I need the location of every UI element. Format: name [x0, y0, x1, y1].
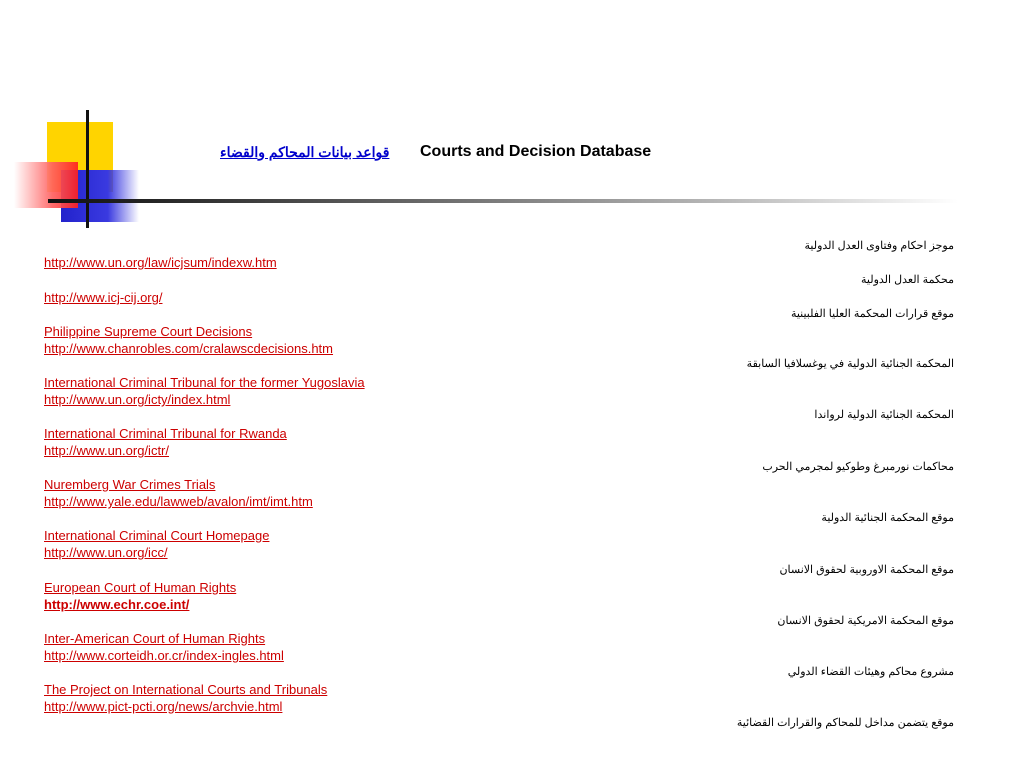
link-icjsum-url[interactable]: http://www.un.org/law/icjsum/indexw.htm [44, 255, 277, 270]
link-icj-url[interactable]: http://www.icj-cij.org/ [44, 290, 163, 305]
page-title: Courts and Decision Database [420, 143, 652, 160]
link-nuremberg-title[interactable]: Nuremberg War Crimes Trials [44, 477, 216, 492]
arabic-title-link[interactable]: قواعد بيانات المحاكم والقضاء [220, 144, 390, 160]
link-echr-title[interactable]: European Court of Human Rights [44, 580, 237, 595]
link-ictr-title[interactable]: International Criminal Tribunal for Rwanda [44, 426, 287, 441]
link-iachr-title[interactable]: Inter-American Court of Human Rights [44, 631, 266, 646]
link-icty-title[interactable]: International Criminal Tribunal for the former Yugoslavia [44, 375, 365, 390]
link-icty-url[interactable]: http://www.un.org/icty/index.html [44, 392, 231, 407]
arabic-label-echr: موقع المحكمة الاوروبية لحقوق الانسان [779, 564, 954, 576]
arabic-label-nuremberg: محاكمات نورمبرغ وطوكيو لمجرمي الحرب [762, 461, 954, 473]
arabic-label-philippine: موقع قرارات المحكمة العليا الفلبينية [790, 308, 954, 320]
link-icc-title[interactable]: International Criminal Court Homepage [44, 528, 270, 543]
arabic-label-pict: مشروع محاكم وهيئات القضاء الدولي [787, 666, 954, 678]
arabic-label-iachr: موقع المحكمة الامريكية لحقوق الانسان [777, 615, 954, 627]
link-nuremberg-url[interactable]: http://www.yale.edu/lawweb/avalon/imt/imt.htm [44, 494, 313, 509]
link-philippine-url[interactable]: http://www.chanrobles.com/cralawscdecisions.htm [44, 341, 334, 356]
link-echr-url[interactable]: http://www.echr.coe.int/ [44, 597, 190, 612]
link-pict-title[interactable]: The Project on International Courts and Tribunals [44, 682, 328, 697]
link-icc-url[interactable]: http://www.un.org/icc/ [44, 545, 168, 560]
arabic-label-icc: موقع المحكمة الجنائية الدولية [821, 512, 954, 524]
arabic-label-list [554, 0, 954, 768]
arabic-label-icjsum: موجز احكام وفتاوى العدل الدولية [804, 240, 954, 252]
arabic-label-icj: محكمة العدل الدولية [861, 274, 954, 286]
arabic-label-portal: موقع يتضمن مداخل للمحاكم والقرارات القضائية [736, 717, 954, 729]
arabic-label-ictr: المحكمة الجنائية الدولية لرواندا [814, 409, 954, 421]
link-philippine-title[interactable]: Philippine Supreme Court Decisions [44, 324, 253, 339]
english-link-list [44, 0, 544, 768]
link-pict-url[interactable]: http://www.pict-pcti.org/news/archvie.html [44, 699, 283, 714]
link-ictr-url[interactable]: http://www.un.org/ictr/ [44, 443, 169, 458]
arabic-label-icty: المحكمة الجنائية الدولية في يوغسلافيا السابقة [746, 358, 954, 370]
link-iachr-url[interactable]: http://www.corteidh.or.cr/index-ingles.html [44, 648, 284, 663]
